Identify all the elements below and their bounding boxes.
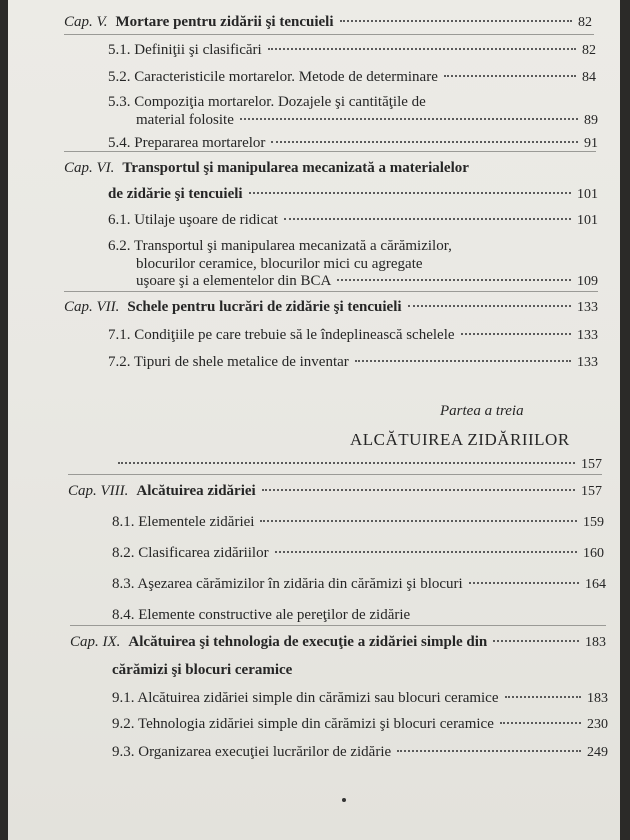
page-number: 133 — [577, 300, 598, 315]
page-number: 183 — [587, 691, 608, 706]
dot-leader — [461, 333, 571, 335]
page-number: 230 — [587, 717, 608, 732]
section-title: 9.2. Tehnologia zidăriei simple din cărămizi şi blocuri ceramice — [112, 716, 494, 732]
toc-section-6-1[interactable] — [108, 210, 598, 231]
toc-chapter-9-cont[interactable] — [112, 660, 606, 680]
page-number: 157 — [581, 484, 602, 499]
toc-chapter-6-heading — [64, 158, 469, 178]
toc-chapter-5[interactable] — [64, 12, 592, 33]
section-title: 8.2. Clasificarea zidăriilor — [112, 545, 269, 561]
dot-leader — [337, 279, 571, 281]
dot-leader — [397, 750, 581, 752]
section-title: 5.4. Prepararea mortarelor — [108, 135, 266, 151]
dot-leader — [500, 722, 581, 724]
dot-leader — [249, 192, 571, 194]
section-title: 9.3. Organizarea execuţiei lucrărilor de zidărie — [112, 744, 392, 760]
toc-chapter-9[interactable] — [70, 632, 606, 653]
page-number: 160 — [583, 546, 604, 561]
section-title: material folosite — [136, 112, 234, 128]
page-number: 109 — [577, 274, 598, 289]
toc-section-9-2[interactable] — [112, 714, 608, 735]
dot-leader — [505, 696, 582, 698]
section-title-line: 6.2. Transportul şi manipularea mecanizată a cărămizilor, — [108, 238, 452, 254]
dot-leader — [275, 551, 577, 553]
toc-section-8-1[interactable] — [112, 512, 604, 533]
chapter-number: Cap. VIII. — [68, 483, 129, 499]
toc-section-8-2[interactable] — [112, 543, 604, 564]
toc-chapter-7[interactable] — [64, 297, 598, 318]
dot-leader — [444, 75, 576, 77]
book-page — [8, 0, 620, 840]
toc-section-5-2[interactable] — [108, 67, 596, 88]
toc-chapter-6[interactable] — [108, 184, 598, 205]
dot-leader — [118, 462, 575, 464]
part-label: Partea a treia — [440, 403, 524, 419]
dot-leader — [340, 20, 573, 22]
toc-section-5-3[interactable] — [136, 110, 598, 131]
page-number: 82 — [582, 43, 596, 58]
dot-leader — [268, 48, 576, 50]
toc-section-9-3[interactable] — [112, 742, 608, 763]
divider — [64, 34, 594, 35]
toc-section-6-2[interactable] — [136, 271, 598, 292]
divider — [64, 291, 598, 292]
chapter-title: Schele pentru lucrări de zidărie şi tencuieli — [127, 299, 402, 315]
chapter-title: cărămizi şi blocuri ceramice — [112, 662, 293, 678]
section-title: uşoare şi a elementelor din BCA — [136, 273, 332, 289]
dot-leader — [284, 218, 571, 220]
section-title: 7.1. Condiţiile pe care trebuie să le îndeplinească schelele — [108, 327, 455, 343]
section-title: 5.1. Definiţii şi clasificări — [108, 42, 262, 58]
toc-chapter-8[interactable] — [68, 481, 602, 502]
dot-leader — [493, 640, 579, 642]
section-title: 7.2. Tipuri de shele metalice de inventar — [108, 354, 349, 370]
dot-leader — [271, 141, 578, 143]
chapter-title: Alcătuirea şi tehnologia de execuţie a zidăriei simple din — [128, 634, 488, 650]
page-number: 133 — [577, 355, 598, 370]
chapter-title: Transportul şi manipularea mecanizată a materialelor — [122, 160, 469, 176]
dot-leader — [240, 118, 578, 120]
page-number: 89 — [584, 113, 598, 128]
page-number: 101 — [577, 187, 598, 202]
chapter-number: Cap. IX. — [70, 634, 121, 650]
page-number: 159 — [583, 515, 604, 530]
page-number: 84 — [582, 70, 596, 85]
page-dot — [342, 798, 346, 802]
page-number: 249 — [587, 745, 608, 760]
section-title: 8.4. Elemente constructive ale pereţilor de zidărie — [112, 607, 411, 623]
chapter-title: Alcătuirea zidăriei — [136, 483, 256, 499]
dot-leader — [355, 360, 571, 362]
section-title: 9.1. Alcătuirea zidăriei simple din cărămizi sau blocuri ceramice — [112, 690, 499, 706]
section-title: 8.3. Aşezarea cărămizilor în zidăria din cărămizi şi blocuri — [112, 576, 463, 592]
toc-section-9-1[interactable] — [112, 688, 608, 709]
divider — [70, 625, 606, 626]
toc-part-3[interactable] — [112, 455, 602, 475]
section-title-line: 5.3. Compoziţia mortarelor. Dozajele şi cantităţile de — [108, 94, 426, 110]
chapter-number: Cap. VII. — [64, 299, 120, 315]
dot-leader — [262, 489, 575, 491]
page-number: 91 — [584, 136, 598, 151]
divider — [68, 474, 602, 475]
page-number: 101 — [577, 213, 598, 228]
page-number: 164 — [585, 577, 606, 592]
toc-section-5-1[interactable] — [108, 40, 596, 61]
divider — [64, 151, 596, 152]
section-title-line: blocurilor ceramice, blocurilor mici cu agregate — [136, 256, 423, 272]
chapter-number: Cap. V. — [64, 14, 108, 30]
section-title: 8.1. Elementele zidăriei — [112, 514, 255, 530]
toc-section-8-4[interactable] — [112, 605, 606, 625]
toc-section-7-1[interactable] — [108, 325, 598, 346]
page-number: 133 — [577, 328, 598, 343]
dot-leader — [260, 520, 577, 522]
toc-section-7-2[interactable] — [108, 352, 598, 373]
page-number: 82 — [578, 15, 592, 30]
chapter-title: de zidărie şi tencuieli — [108, 186, 243, 202]
page-number: 183 — [585, 635, 606, 650]
section-title: 6.1. Utilaje uşoare de ridicat — [108, 212, 278, 228]
page-number: 157 — [581, 457, 602, 472]
chapter-title: Mortare pentru zidării şi tencuieli — [115, 14, 334, 30]
dot-leader — [469, 582, 579, 584]
section-title: 5.2. Caracteristicile mortarelor. Metode de determinare — [108, 69, 438, 85]
dot-leader — [408, 305, 571, 307]
chapter-number: Cap. VI. — [64, 160, 115, 176]
toc-section-8-3[interactable] — [112, 574, 606, 595]
part-title[interactable]: ALCĂTUIREA ZIDĂRIILOR — [350, 430, 570, 449]
